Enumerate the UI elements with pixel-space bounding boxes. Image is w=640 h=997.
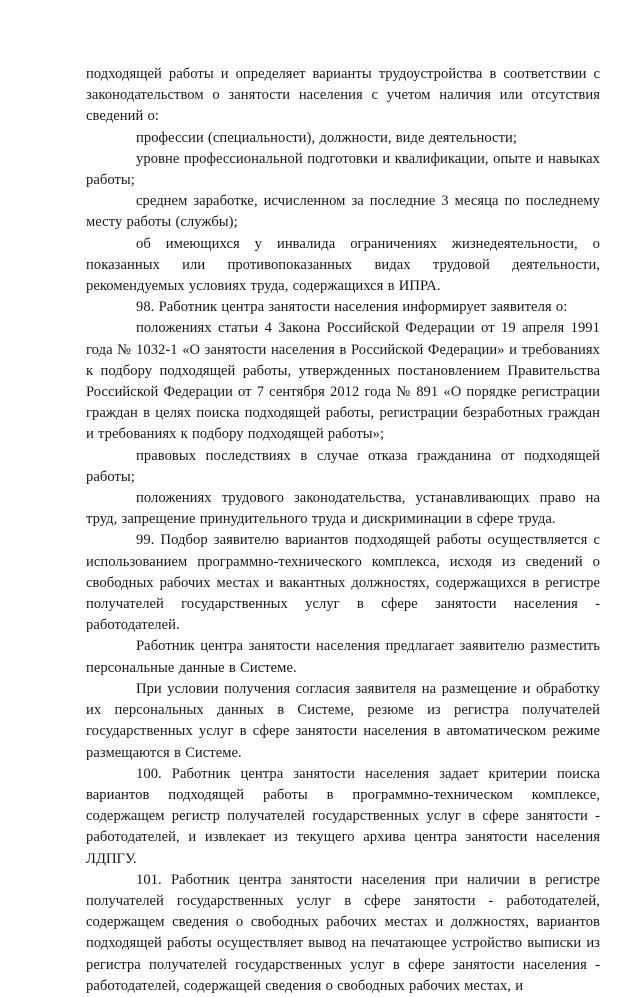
document-body <box>86 64 600 997</box>
paragraph-profession: профессии (специальности), должности, виде деятельности; <box>136 129 517 146</box>
paragraph-legal-consequences: правовых последствиях в случае отказа гражданина от подходящей работы; <box>86 447 600 485</box>
paragraph-labor-law: положениях трудового законодательства, устанавливающих право на труд, запрещение принудительного труда и дискриминации в сфере труда. <box>86 490 600 528</box>
paragraph-99: 99. Подбор заявителю вариантов подходящей работы осуществляется с использованием программно-технического комплекса, исходя из сведений о свободных рабочих местах и вакантных должностях, содержащихся в регистре получателей государственных услуг в сфере занятости населения - работодателей. <box>86 532 600 634</box>
paragraph-100: 100. Работник центра занятости населения задает критерии поиска вариантов подходящей работы в программно-техническом комплексе, содержащем регистр получателей государственных услуг в сфере занятости - работодателей, и извлекает из текущего архива центра занятости населения ЛДПГУ. <box>86 765 600 867</box>
paragraph-law-provisions: положениях статьи 4 Закона Российской Федерации от 19 апреля 1991 года № 1032-1 «О занятости населения в Российской Федерации» и требованиях к подбору подходящей работы, утвержденных постановлением Правительства Российской Федерации от 7 сентября 2012 года № 891 «О порядке регистрации граждан в целях поиска подходящей работы, регистрации безработных граждан и требованиях к подбору подходящей работы»; <box>86 320 600 443</box>
paragraph-continuation: подходящей работы и определяет варианты трудоустройства в соответствии с законодательством о занятости населения с учетом наличия или отсутствия сведений о: <box>86 66 600 125</box>
paragraph-qualification: уровне профессиональной подготовки и квалификации, опыте и навыках работы; <box>86 150 600 189</box>
paragraph-consent: При условии получения согласия заявителя на размещение и обработку их персональных данных в Системе, резюме из регистра получателей государственных услуг в сфере занятости населения в автоматическом режиме размещаются в Системе. <box>86 680 600 761</box>
paragraph-personal-data-offer: Работник центра занятости населения предлагает заявителю разместить персональные данные в Системе. <box>86 638 600 676</box>
paragraph-98: 98. Работник центра занятости населения информирует заявителя о: <box>136 299 568 316</box>
paragraph-salary: среднем заработке, исчисленном за последние 3 месяца по последнему месту работы (службы); <box>86 193 600 231</box>
paragraph-101: 101. Работник центра занятости населения при наличии в регистре получателей государственных услуг в сфере занятости - работодателей, содержащем сведения о свободных рабочих местах и должностях, вариантов подходящей работы осуществляет вывод на печатающее устройство выписки из регистра получателей государственных услуг в сфере занятости населения - работодателей, содержащей сведения о свободных рабочих местах, и <box>86 871 600 994</box>
paragraph-disability: об имеющихся у инвалида ограничениях жизнедеятельности, о показанных или противопоказанных видах трудовой деятельности, рекомендуемых условиях труда, содержащихся в ИПРА. <box>86 235 600 295</box>
